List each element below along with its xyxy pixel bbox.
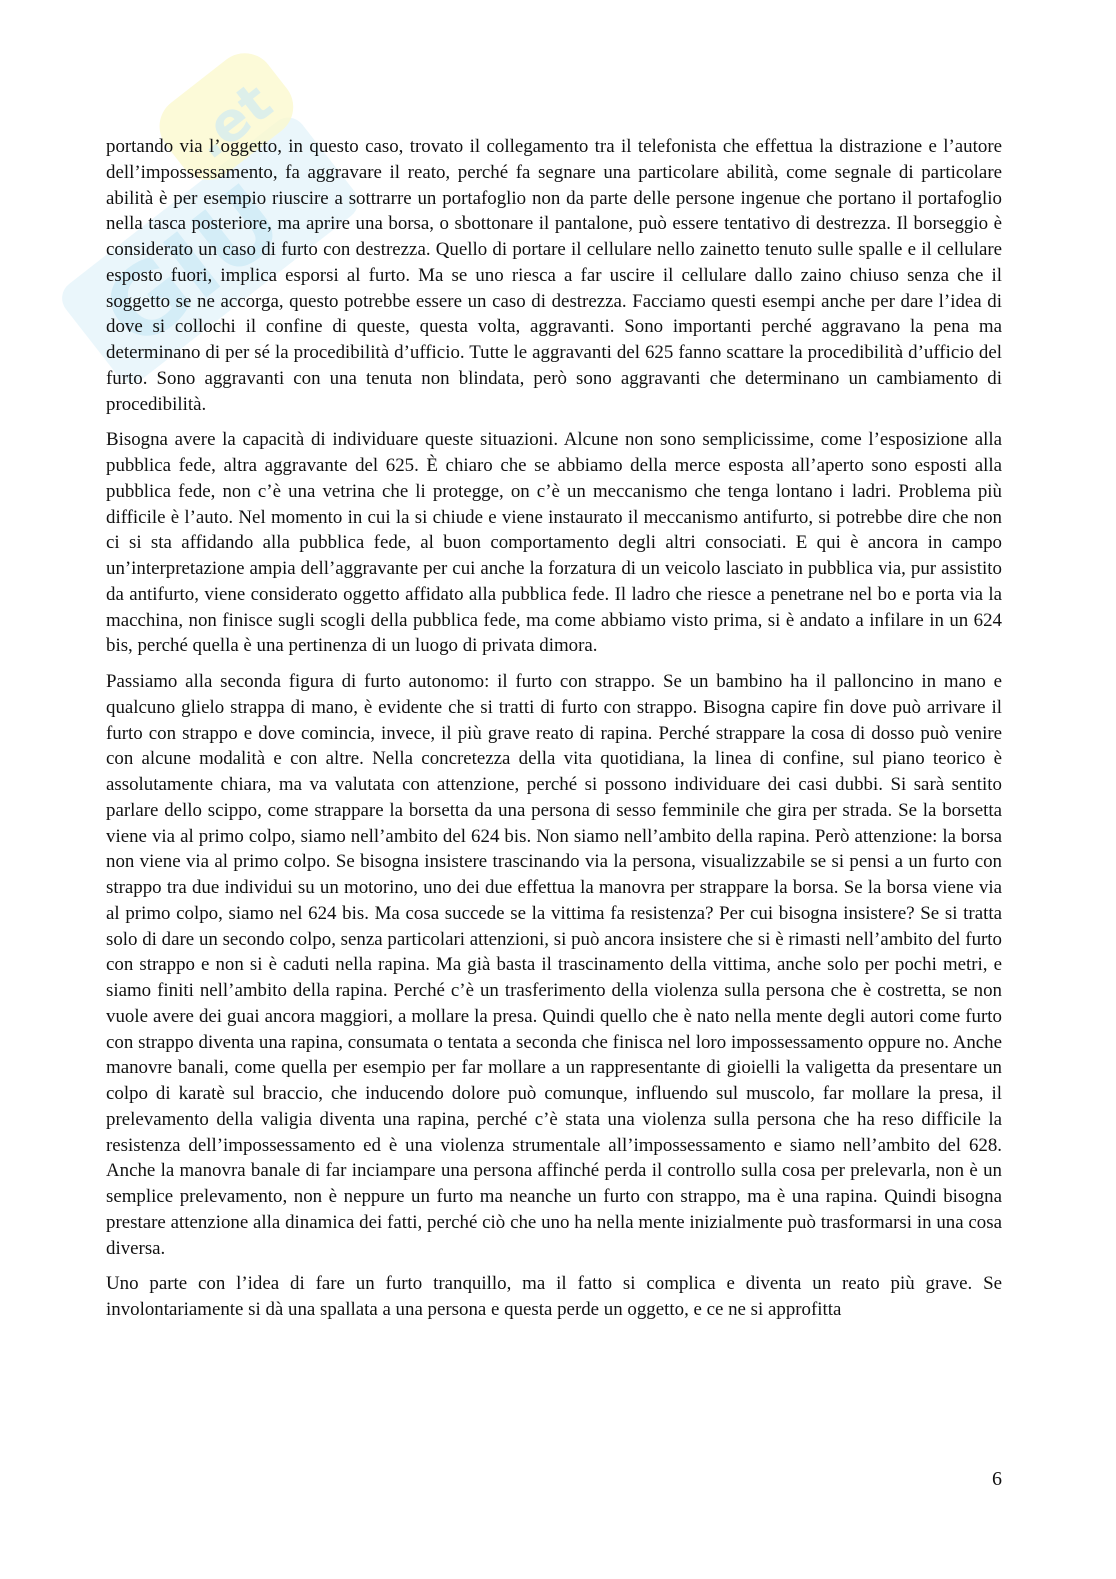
- svg-text:GIU: GIU: [82, 162, 303, 370]
- paragraph-1: portando via l’oggetto, in questo caso, trovato il collegamento tra il telefonista che effettua la distrazione e l’autore dell’impossessamento, fa aggravare il reato, perché fa segnare una particolare abilità, come segnale di particolare abilità è per esempio riuscire a sottrarre un portafoglio non da parte delle persone ingenue che portano il portafoglio nella tasca posteriore, ma aprire una borsa, o sbottonare il pantalone, può essere tentativo di destrezza. Il borseggio è considerato un caso di furto con destrezza. Quello di portare il cellulare nello zainetto tenuto sulle spalle e il cellulare esposto fuori, implica esporsi al furto. Ma se uno riesca a far uscire il cellulare dallo zaino chiuso senza che il soggetto se ne accorga, questo potrebbe essere un caso di destrezza. Facciamo questi esempi anche per dare l’idea di dove si collochi il confine di queste, questa volta, aggravanti. Sono importanti perché aggravano la pena ma determinano di per sé la procedibilità d’ufficio. Tutte le aggravanti del 625 fanno scattare la procedibilità d’ufficio del furto. Sono aggravanti con una tenuta non blindata, però sono aggravanti che determinano un cambiamento di procedibilità.: [106, 136, 1002, 415]
- page-number: 6: [992, 1468, 1002, 1490]
- paragraph-4: Uno parte con l’idea di fare un furto tranquillo, ma il fatto si complica e diventa un reato più grave. Se involontariamente si dà una spallata a una persona e questa perde un oggetto, e ce ne si approfitta: [106, 1273, 1002, 1320]
- paragraph-3: Passiamo alla seconda figura di furto autonomo: il furto con strappo. Se un bambino ha il palloncino in mano e qualcuno glielo strappa di mano, è evidente che si tratti di furto con strappo. Bisogna capire fin dove può arrivare il furto con strappo e dove comincia, invece, il più grave reato di rapina. Perché strappare la cosa di dosso può venire con alcune modalità e con altre. Nella concretezza della vita quotidiana, la linea di confine, sul piano teorico è assolutamente chiara, ma va valutata con attenzione, perché si possono individuare dei casi dubbi. Si sarà sentito parlare dello scippo, come strappare la borsetta da una persona di sesso femminile che gira per strada. Se la borsetta viene via al primo colpo, siamo nell’ambito del 624 bis. Non siamo nell’ambito della rapina. Però attenzione: la borsa non viene via al primo colpo. Se bisogna insistere trascinando via la persona, visualizzabile se si pensi a un furto con strappo tra due individui su un motorino, uno dei due effettua la manovra per strappare la borsa. Se la borsa viene via al primo colpo, siamo nel 624 bis. Ma cosa succede se la vittima fa resistenza? Per cui bisogna insistere? Se si tratta solo di dare un secondo colpo, senza particolari attenzioni, si può ancora insistere che si è rimasti nell’ambito del furto con strappo e non si è caduti nella rapina. Ma già basta il trascinamento della vittima, anche solo per pochi metri, e siamo finiti nell’ambito della rapina. Perché c’è un trasferimento della violenza sulla persona che è costretta, se non vuole avere dei guai ancora maggiori, a mollare la presa. Quindi quello che è nato nella mente degli autori come furto con strappo diventa una rapina, consumata o tentata a seconda che finisca nel loro impossessamento oppure no. Anche manovre banali, come quella per esempio per far mollare a un rappresentante di gioielli la valigetta da presentare un colpo di karatè sul braccio, che inducendo dolore può comunque, influendo sul muscolo, far mollare la presa, il prelevamento della valigia diventa una rapina, perché c’è stata una violenza sulla persona che ha reso difficile la resistenza dell’impossessamento ed è una violenza strumentale all’impossessamento e siamo nell’ambito del 628. Anche la manovra banale di far inciampare una persona affinché perda il controllo sulla cosa per prelevarla, non è un semplice prelevamento, non è neppure un furto ma neanche un furto con strappo, ma è una rapina. Quindi bisogna prestare attenzione alla dinamica dei fatti, perché ciò che uno ha nella mente inizialmente può trasformarsi in una cosa diversa.: [106, 671, 1002, 1259]
- document-body: [106, 134, 1002, 1333]
- svg-text:.et: .et: [179, 70, 284, 172]
- paragraph-2: Bisogna avere la capacità di individuare queste situazioni. Alcune non sono semplicissime, come l’esposizione alla pubblica fede, altra aggravante del 625. È chiaro che se abbiamo della merce esposta all’aperto sono esposti alla pubblica fede, non c’è una vetrina che li protegge, on c’è un meccanismo che tenga lontano i ladri. Problema più difficile è l’auto. Nel momento in cui la si chiude e viene instaurato il meccanismo antifurto, si potrebbe dire che non ci si sta affidando alla pubblica fede, al buon comportamento degli altri consociati. E qui è ancora in campo un’interpretazione ampia dell’aggravante per cui anche la forzatura di un veicolo lasciato in pubblica via, pur assistito da antifurto, viene considerato oggetto affidato alla pubblica fede. Il ladro che riesce a penetrane nel bo e porta via la macchina, non finisce sugli scogli della pubblica fede, ma come abbiamo visto prima, si è andato a infilare in un 624 bis, perché quella è una pertinenza di un luogo di privata dimora.: [106, 429, 1002, 657]
